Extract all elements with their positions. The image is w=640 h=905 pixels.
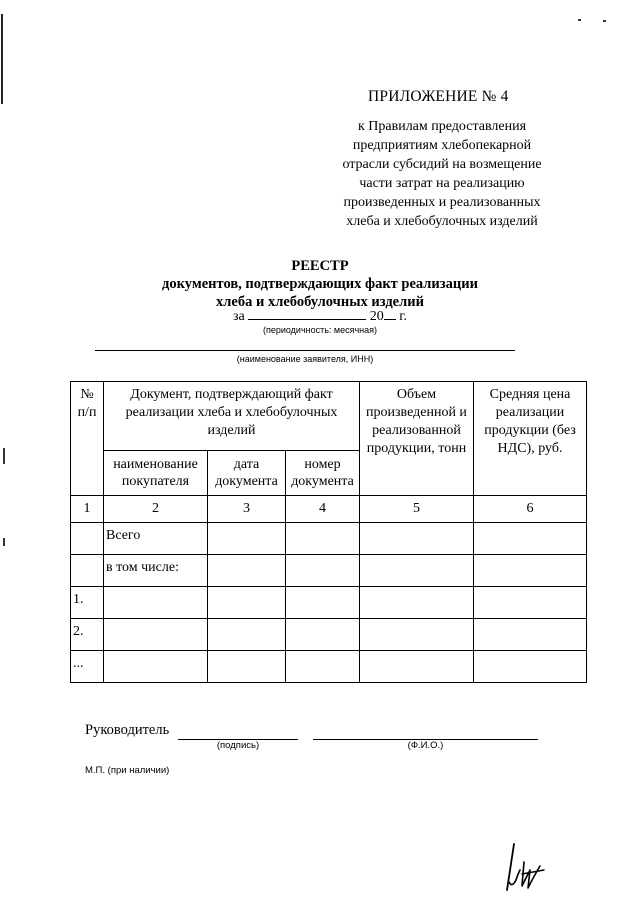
period-suffix: г. — [399, 309, 407, 324]
volume-cell[interactable] — [360, 651, 474, 683]
period-line — [200, 309, 440, 325]
average-price-cell[interactable] — [474, 587, 587, 619]
table-row — [71, 619, 587, 651]
appendix-line: произведенных и реализованных — [343, 195, 541, 210]
scan-margin-line — [1, 14, 3, 104]
period-prefix: за — [233, 309, 245, 324]
registry-title — [120, 257, 520, 311]
document-date-cell[interactable] — [208, 523, 286, 555]
scan-speck — [3, 538, 5, 546]
row-number-cell[interactable] — [71, 555, 104, 587]
handwritten-initials-mark — [500, 840, 550, 895]
average-price-cell[interactable] — [474, 619, 587, 651]
appendix-line: части затрат на реализацию — [359, 176, 525, 191]
appendix-line: предприятиям хлебопекарной — [352, 138, 532, 153]
signature-hint: (подпись) — [216, 740, 260, 751]
document-number-cell[interactable] — [286, 651, 360, 683]
column-number: 1 — [71, 496, 104, 523]
document-date-cell[interactable] — [208, 555, 286, 587]
volume-cell[interactable] — [360, 619, 474, 651]
average-price-cell[interactable] — [474, 555, 587, 587]
full-name-hint: (Ф.И.О.) — [407, 740, 444, 751]
column-number: 5 — [360, 496, 474, 523]
row-number-cell[interactable]: ... — [71, 651, 104, 683]
period-hint: (периодичность: месячная) — [262, 325, 378, 335]
row-number-cell[interactable]: 1. — [71, 587, 104, 619]
header-row-number: № п/п — [71, 382, 104, 496]
buyer-name-cell[interactable]: в том числе: — [104, 555, 208, 587]
buyer-name-cell[interactable] — [104, 587, 208, 619]
document-number-cell[interactable] — [286, 555, 360, 587]
header-average-price: Средняя цена реализации продукции (без НДС), руб. — [474, 382, 587, 496]
period-year: 20 — [369, 309, 384, 324]
document-number-cell[interactable] — [286, 587, 360, 619]
document-date-cell[interactable] — [208, 619, 286, 651]
row-number-cell[interactable] — [71, 523, 104, 555]
applicant-field-line[interactable] — [95, 350, 515, 351]
registry-title-line: хлеба и хлебобулочных изделий — [216, 294, 424, 310]
registry-table — [70, 381, 587, 683]
stamp-note: М.П. (при наличии) — [85, 765, 170, 776]
average-price-cell[interactable] — [474, 523, 587, 555]
signer-role: Руководитель — [85, 722, 170, 738]
header-document: Документ, подтверждающий факт реализации хлеба и хлебобулочных изделий — [104, 382, 360, 451]
header-document-number: номер документа — [286, 451, 360, 496]
scan-speck — [3, 448, 5, 464]
document-date-cell[interactable] — [208, 651, 286, 683]
document-number-cell[interactable] — [286, 619, 360, 651]
scan-speck — [603, 20, 606, 22]
buyer-name-cell[interactable] — [104, 619, 208, 651]
header-buyer-name: наименование покупателя — [104, 451, 208, 496]
scan-speck — [578, 19, 581, 21]
header-document-date: дата документа — [208, 451, 286, 496]
registry-title-line: РЕЕСТР — [291, 258, 349, 274]
document-date-cell[interactable] — [208, 587, 286, 619]
appendix-reference — [300, 117, 584, 231]
column-number: 2 — [104, 496, 208, 523]
table-row — [71, 523, 587, 555]
column-number: 3 — [208, 496, 286, 523]
period-year-blank[interactable] — [384, 319, 396, 320]
column-number: 4 — [286, 496, 360, 523]
table-row — [71, 587, 587, 619]
period-month-blank[interactable] — [248, 319, 366, 320]
appendix-line: к Правилам предоставления — [357, 119, 527, 134]
registry-title-line: документов, подтверждающих факт реализации — [162, 276, 478, 292]
buyer-name-cell[interactable]: Всего — [104, 523, 208, 555]
volume-cell[interactable] — [360, 523, 474, 555]
row-number-cell[interactable]: 2. — [71, 619, 104, 651]
buyer-name-cell[interactable] — [104, 651, 208, 683]
appendix-title: ПРИЛОЖЕНИЕ № 4 — [368, 88, 509, 105]
header-volume: Объем произведенной и реализованной продукции, тонн — [360, 382, 474, 496]
column-number: 6 — [474, 496, 587, 523]
volume-cell[interactable] — [360, 555, 474, 587]
average-price-cell[interactable] — [474, 651, 587, 683]
appendix-line: хлеба и хлебобулочных изделий — [346, 214, 538, 229]
volume-cell[interactable] — [360, 587, 474, 619]
appendix-line: отрасли субсидий на возмещение — [342, 157, 542, 172]
table-row — [71, 555, 587, 587]
table-row — [71, 651, 587, 683]
applicant-hint: (наименование заявителя, ИНН) — [236, 354, 374, 364]
document-number-cell[interactable] — [286, 523, 360, 555]
